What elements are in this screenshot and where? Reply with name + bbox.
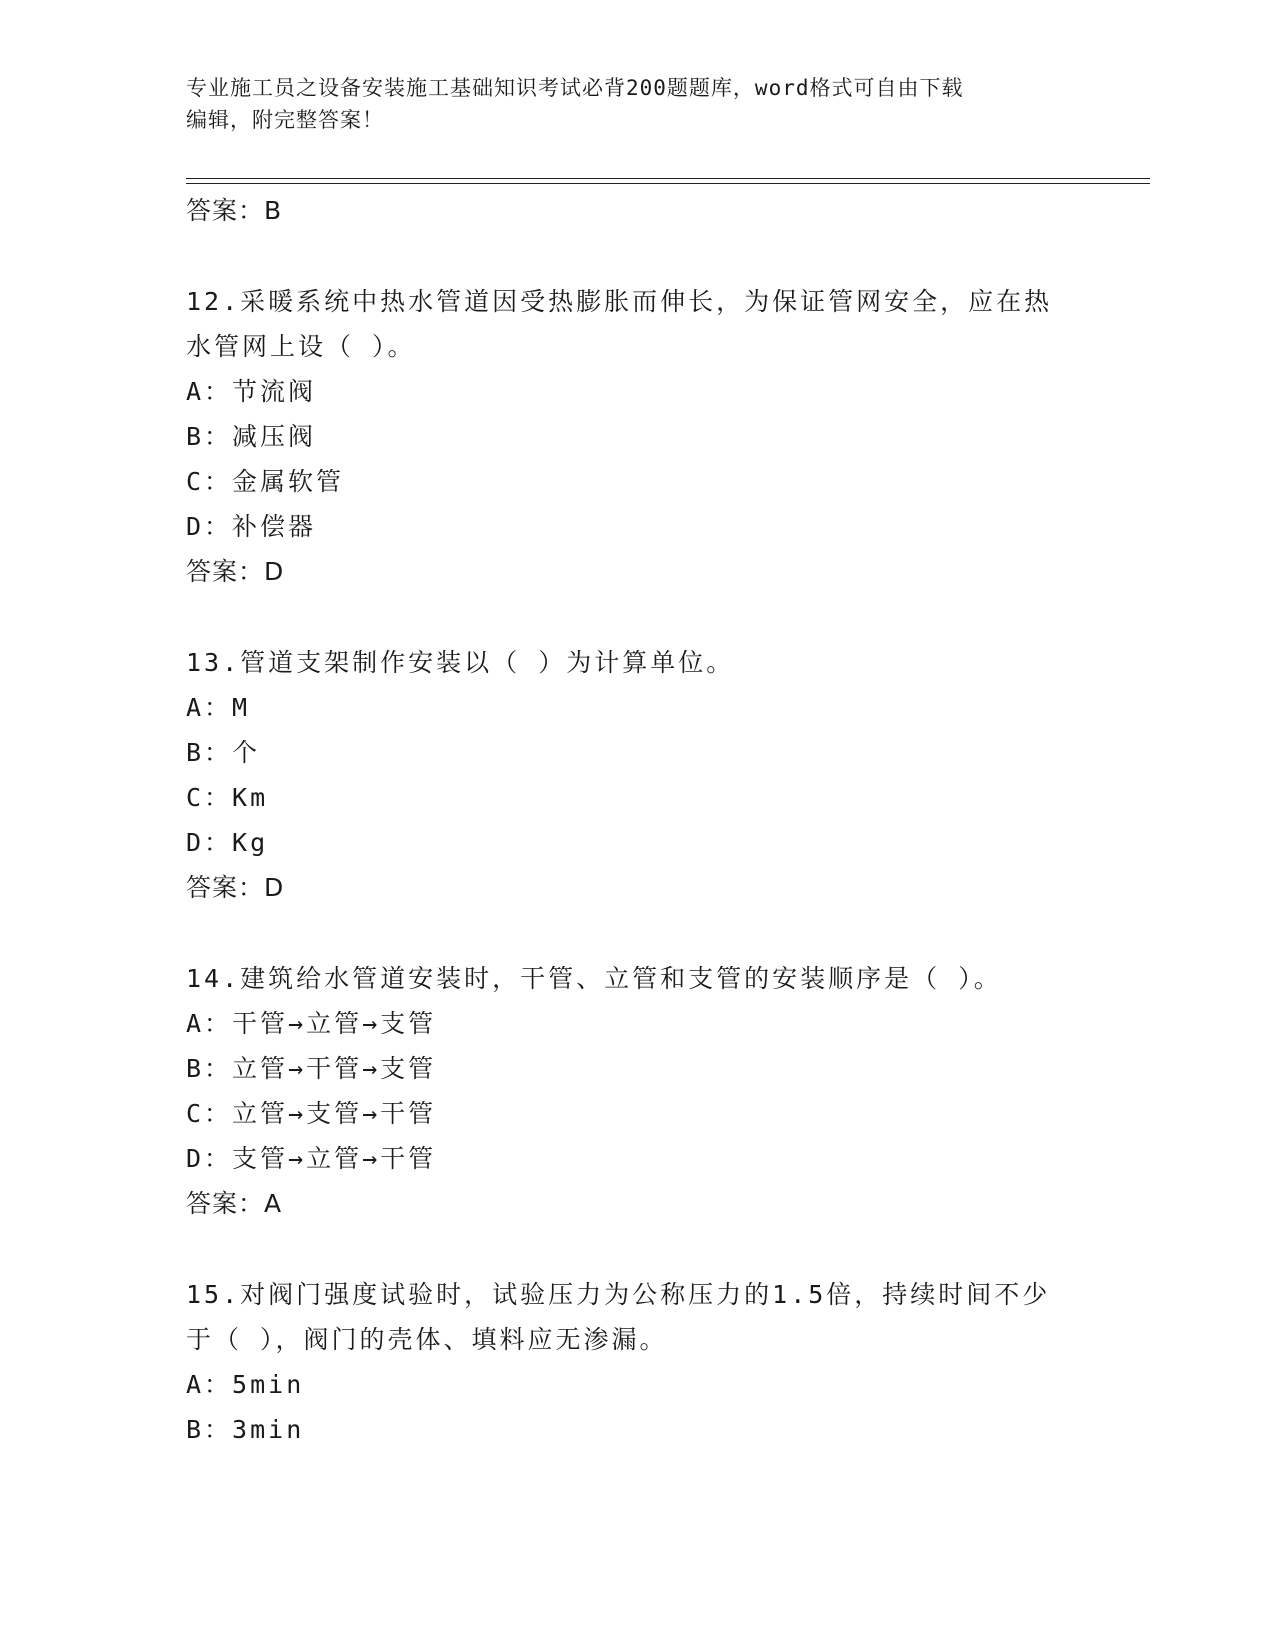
answer: 答案：D	[186, 873, 285, 902]
question-stem: 12.采暖系统中热水管道因受热膨胀而伸长，为保证管网安全，应在热	[186, 287, 1053, 316]
option-b: B：减压阀	[186, 422, 317, 451]
answer: 答案：D	[186, 557, 285, 586]
option-a: A：5min	[186, 1370, 305, 1399]
option-b: B：个	[186, 738, 261, 767]
option-a: A：M	[186, 693, 251, 722]
header-line-2: 编辑，附完整答案！	[186, 108, 384, 132]
option-d: D：支管→立管→干管	[186, 1144, 437, 1173]
option-c: C：Km	[186, 783, 269, 812]
option-d: D：补偿器	[186, 512, 317, 541]
question-stem: 于（ ），阀门的壳体、填料应无渗漏。	[186, 1325, 668, 1354]
question-stem: 15.对阀门强度试验时，试验压力为公称压力的1.5倍，持续时间不少	[186, 1280, 1051, 1309]
answer: 答案：A	[186, 1189, 283, 1218]
option-c: C：金属软管	[186, 467, 345, 496]
option-a: A：节流阀	[186, 377, 317, 406]
question-15	[186, 1272, 1086, 1452]
question-stem: 水管网上设（ ）。	[186, 332, 416, 361]
question-13	[186, 640, 1086, 910]
header-rule-top	[186, 178, 1150, 179]
question-12	[186, 279, 1086, 594]
option-a: A：干管→立管→支管	[186, 1009, 437, 1038]
question-14	[186, 956, 1086, 1226]
option-b: B：3min	[186, 1415, 305, 1444]
question-stem: 14.建筑给水管道安装时，干管、立管和支管的安装顺序是（ ）。	[186, 964, 1002, 993]
answer-q11: 答案：B	[186, 196, 283, 225]
question-list	[186, 188, 1086, 1452]
document-header	[186, 72, 1066, 136]
question-stem: 13.管道支架制作安装以（ ）为计算单位。	[186, 648, 735, 677]
header-rule-bottom	[186, 183, 1150, 184]
header-line-1: 专业施工员之设备安装施工基础知识考试必背200题题库，word格式可自由下载	[186, 76, 964, 100]
option-b: B：立管→干管→支管	[186, 1054, 437, 1083]
option-d: D：Kg	[186, 828, 269, 857]
option-c: C：立管→支管→干管	[186, 1099, 437, 1128]
